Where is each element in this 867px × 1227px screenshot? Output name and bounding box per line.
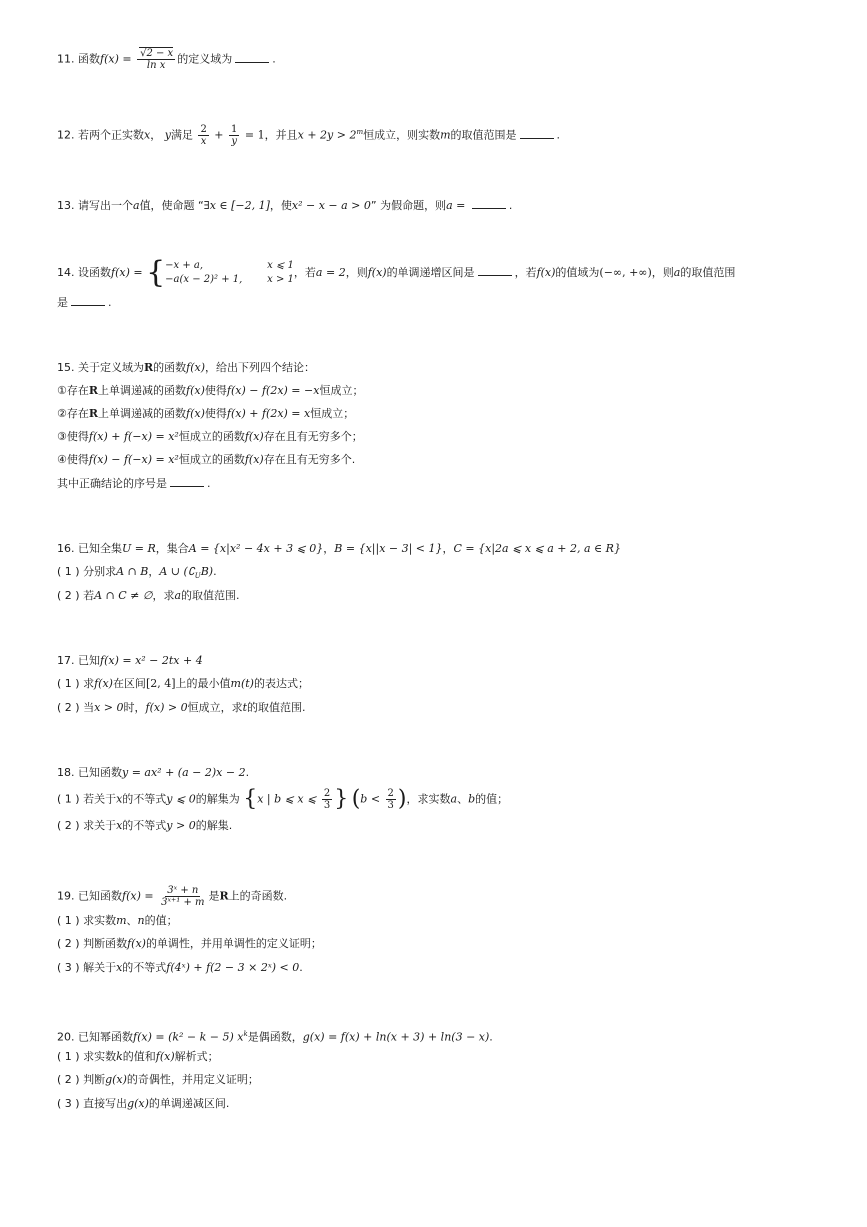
question-text: ①存在 (57, 384, 89, 397)
question-text: 的值和 (122, 1050, 156, 1063)
math-var: a (174, 589, 182, 602)
question-text: 的取值范围 (680, 266, 736, 279)
question-13 (57, 198, 512, 214)
question-text: 的取值范围是 (450, 128, 517, 142)
question-text: 的函数 (153, 361, 187, 374)
math-expr: f(x) + f(−x) = x² (88, 430, 179, 443)
piecewise-row (165, 273, 294, 287)
math-set: R (219, 889, 229, 903)
fraction (198, 124, 208, 147)
math-var: m (116, 914, 127, 927)
question-text: 的不等式 (122, 819, 167, 832)
question-18 (57, 765, 249, 781)
math-exponent: k (243, 1030, 248, 1038)
piece-cond: x ⩽ 1 (267, 260, 294, 271)
answer-blank[interactable] (520, 129, 554, 139)
question-text: ( 2 ) 若 (57, 589, 95, 602)
fraction-numerator: 2 (387, 788, 394, 799)
question-text: 的表达式； (253, 677, 309, 690)
question-14-cont (57, 295, 112, 311)
fraction (137, 48, 175, 71)
question-text: 的单调递减区间. (148, 1097, 230, 1110)
fraction (229, 124, 239, 147)
conclusion-3 (57, 429, 363, 445)
math-expr: f(x) − f(2x) = −x (226, 384, 320, 397)
question-20-part-2 (57, 1072, 259, 1088)
fraction-numerator: 2 (323, 788, 331, 799)
math-expr: f(x) (155, 1050, 175, 1063)
math-expr: g(x) = f(x) + ln(x + 3) + ln(3 − x) (302, 1030, 490, 1044)
math-expr: f(x) (367, 266, 387, 279)
math-expr: f(x) > 0 (145, 701, 188, 714)
question-text: 12. 若两个正实数 (57, 128, 144, 142)
question-text: 、 (126, 914, 138, 927)
math-expr: x + 2y > 2 (297, 128, 357, 142)
question-text: ( 1 ) 求 (57, 677, 95, 690)
math-var: a (133, 199, 140, 212)
question-text: ，并且 (264, 128, 298, 142)
piece-expr: −x + a, (165, 260, 204, 271)
question-text: 恒成立的函数 (178, 453, 245, 466)
question-text: 的解集. (195, 819, 233, 832)
math-expr: x² − x − a > 0 (291, 199, 371, 212)
question-text: 17. 已知 (57, 654, 100, 667)
question-text: ( 1 ) 求实数 (57, 1050, 117, 1063)
question-20 (57, 1026, 493, 1046)
question-text: ③使得 (57, 430, 89, 443)
question-text: 是 (208, 889, 220, 903)
left-brace: { (146, 255, 166, 290)
question-text: ， (323, 542, 335, 555)
question-text: 在区间 (112, 677, 146, 690)
math-var: t (242, 701, 247, 714)
question-text: ，则 (345, 266, 368, 279)
math-var: k (116, 1050, 123, 1063)
math-expr: ∃x ∈ [−2, 1] (203, 199, 270, 212)
question-text: 的值； (475, 792, 509, 806)
question-text: ， (150, 128, 165, 142)
question-text: ( 2 ) 当 (57, 701, 95, 714)
question-16-part-1 (57, 564, 217, 584)
answer-blank[interactable] (472, 199, 506, 209)
question-text: ( 3 ) 直接写出 (57, 1097, 128, 1110)
question-text: 上单调递减的函数 (98, 384, 187, 397)
math-expr: = 1 (241, 128, 265, 142)
question-15-answer (57, 476, 211, 492)
math-expr: (−∞, +∞) (599, 266, 652, 279)
question-text: 存在且有无穷多个. (263, 453, 356, 466)
question-20-part-3 (57, 1096, 229, 1112)
question-text: ( 1 ) 分别求 (57, 565, 117, 578)
question-text: . (213, 565, 217, 578)
math-expr: a = (446, 199, 469, 212)
math-set: R (88, 384, 99, 397)
conclusion-1 (57, 383, 363, 399)
math-expr: A ∪ (∁ (159, 565, 195, 578)
math-var: n (137, 914, 145, 927)
math-expr: b < (360, 792, 384, 806)
fraction-numerator: 3ˣ + n (167, 885, 199, 896)
math-expr: f(x) = (100, 52, 136, 66)
math-expr: f(x) = (k² − k − 5) x (133, 1030, 244, 1044)
question-18-part-2 (57, 818, 232, 834)
fraction-denominator: ln x (146, 60, 166, 71)
math-var: m (440, 128, 451, 142)
question-15 (57, 360, 315, 376)
question-text: 的定义域为 (177, 52, 233, 66)
math-expr: f(x) (536, 266, 556, 279)
question-text: ②存在 (57, 407, 89, 420)
math-expr: A ∩ B (116, 565, 149, 578)
math-expr: f(x) (94, 677, 113, 690)
question-text: ，若 (514, 266, 537, 279)
math-expr: B = {x||x − 3| < 1} (334, 542, 443, 555)
piecewise-function (165, 259, 294, 287)
math-expr: U = R (122, 542, 156, 555)
question-text: 、 (457, 792, 469, 806)
question-text: 的不等式 (122, 961, 167, 974)
question-text: 上的最小值 (175, 677, 231, 690)
math-expr: A = {x|x² − 4x + 3 ⩽ 0} (188, 542, 324, 555)
math-var: x (116, 792, 123, 806)
math-expr: f(x) + f(2x) = x (226, 407, 311, 420)
question-text: . (299, 961, 303, 974)
fraction-denominator: 3 (323, 800, 331, 811)
question-text: 上的奇函数. (228, 889, 288, 903)
question-text: 满足 (170, 128, 193, 142)
question-text: . (489, 1030, 493, 1044)
left-brace: { (243, 786, 258, 812)
math-var: x (144, 128, 151, 142)
math-expr: f(x) − f(−x) = x² (88, 453, 179, 466)
question-text: 是偶函数， (247, 1030, 303, 1044)
fraction (159, 885, 206, 908)
piece-expr: −a(x − 2)² + 1, (165, 274, 243, 285)
math-expr: f(x) (127, 937, 146, 950)
question-text: . (108, 296, 112, 309)
answer-blank[interactable] (170, 477, 204, 487)
question-text: 的值域为 (555, 266, 600, 279)
question-text: 值，使命题 “ (139, 199, 204, 212)
piece-cond: x > 1 (267, 274, 294, 285)
question-19 (57, 885, 287, 908)
math-expr: B) (200, 565, 214, 578)
math-expr: y > 0 (166, 819, 196, 832)
question-19-part-3 (57, 960, 303, 976)
question-text: ( 2 ) 判断函数 (57, 937, 128, 950)
question-text: 恒成立，求 (187, 701, 243, 714)
answer-blank[interactable] (235, 53, 269, 63)
question-text: ，则 (651, 266, 674, 279)
question-text: 的解集为 (195, 792, 240, 806)
question-text: 的值； (144, 914, 178, 927)
question-text: 13. 请写出一个 (57, 199, 133, 212)
question-text: ( 1 ) 求实数 (57, 914, 117, 927)
question-text: 19. 已知函数 (57, 889, 122, 903)
question-17-part-1 (57, 676, 309, 692)
question-text: 函数 (78, 52, 100, 66)
math-subscript: U (194, 572, 201, 581)
sqrt-expr: √2 − x (140, 48, 174, 59)
conclusion-4 (57, 452, 355, 468)
question-19-part-2 (57, 936, 322, 952)
question-text: ( 1 ) 若关于 (57, 792, 117, 806)
question-text: 其中正确结论的序号是 (57, 477, 167, 490)
question-text: 的奇偶性，并用定义证明； (126, 1073, 259, 1086)
math-op: + (210, 128, 228, 142)
question-text: 的取值范围. (181, 589, 240, 602)
math-set: R (144, 361, 154, 374)
math-expr: f(x) (186, 384, 205, 397)
fraction-numerator: 1 (231, 124, 238, 136)
right-brace: } (334, 786, 349, 812)
math-var: x (116, 819, 123, 832)
question-text: 恒成立的函数 (178, 430, 245, 443)
question-16 (57, 541, 621, 557)
question-text: 时， (123, 701, 146, 714)
question-text: ④使得 (57, 453, 89, 466)
question-text: ，给出下列四个结论： (205, 361, 316, 374)
fraction-denominator: 3 (387, 800, 394, 811)
question-text: 上单调递减的函数 (98, 407, 187, 420)
question-19-part-1 (57, 913, 178, 929)
question-text: 使得 (204, 384, 227, 397)
math-expr: f(x) (244, 453, 264, 466)
left-paren: ( (351, 786, 361, 812)
question-text: 20. 已知幂函数 (57, 1030, 133, 1044)
question-text: 存在且有无穷多个； (263, 430, 363, 443)
question-text: ( 2 ) 判断 (57, 1073, 106, 1086)
math-expr: A ∩ C ≠ ∅ (94, 589, 153, 602)
question-text: 恒成立； (310, 407, 355, 420)
math-expr: g(x) (105, 1073, 127, 1086)
question-text: 18. 已知函数 (57, 766, 122, 779)
answer-blank[interactable] (71, 296, 105, 306)
conclusion-2 (57, 406, 354, 422)
question-number: 11. (57, 52, 78, 66)
question-text: ( 2 ) 求关于 (57, 819, 117, 832)
question-text: 恒成立，则实数 (363, 128, 441, 142)
question-16-part-2 (57, 588, 240, 604)
math-expr: a = 2 (315, 266, 346, 279)
piecewise-row (165, 259, 294, 273)
math-expr: f(x) = (111, 266, 147, 279)
question-text: 的单调性，并用单调性的定义证明； (145, 937, 322, 950)
question-text: . (245, 766, 250, 779)
question-text: 的单调递增区间是 (386, 266, 475, 279)
math-expr: f(4ˣ) + f(2 − 3 × 2ˣ) < 0 (166, 961, 300, 974)
question-text: ，集合 (155, 542, 189, 555)
fraction-numerator (137, 48, 175, 60)
question-text: . (508, 199, 513, 212)
math-var: b (468, 792, 476, 806)
math-var: y (164, 128, 171, 142)
math-expr: f(x) (186, 361, 206, 374)
math-expr: g(x) (127, 1097, 149, 1110)
math-expr: y ⩽ 0 (166, 792, 196, 806)
question-text: . (207, 477, 211, 490)
fraction-denominator: x (200, 136, 207, 148)
question-text: ，使 (269, 199, 292, 212)
question-text: 使得 (204, 407, 227, 420)
math-expr: y = ax² + (a − 2)x − 2 (122, 766, 246, 779)
math-var: a (450, 792, 458, 806)
fraction-denominator: y (231, 136, 238, 148)
question-11 (57, 48, 276, 71)
question-text: 的不等式 (122, 792, 167, 806)
question-text: ， (148, 565, 160, 578)
math-expr: C = {x|2a ⩽ x ⩽ a + 2, a ∈ R} (453, 542, 621, 555)
fraction-numerator: 2 (200, 124, 207, 136)
question-text: ，求实数 (406, 792, 451, 806)
question-text: 恒成立； (319, 384, 364, 397)
question-text: . (556, 128, 561, 142)
math-expr: x | b ⩽ x ⩽ (257, 792, 320, 806)
fraction-denominator: 3ˣ⁺¹ + m (161, 897, 205, 908)
question-text: 解析式； (174, 1050, 219, 1063)
question-text: 16. 已知全集 (57, 542, 122, 555)
question-text: . (272, 52, 276, 66)
question-12 (57, 124, 560, 147)
question-14 (57, 255, 736, 290)
math-var: x (116, 961, 123, 974)
math-expr: f(x) (244, 430, 264, 443)
question-text: ，若 (293, 266, 316, 279)
math-set: R (88, 407, 99, 420)
math-expr: f(x) = (122, 889, 158, 903)
math-var: a (673, 266, 681, 279)
question-text: 是 (57, 296, 68, 309)
question-20-part-1 (57, 1049, 219, 1065)
fraction (322, 788, 332, 811)
math-expr: x > 0 (94, 701, 124, 714)
math-expr: f(x) (186, 407, 205, 420)
question-text: 15. 关于定义域为 (57, 361, 144, 374)
math-exponent: m (356, 128, 364, 136)
question-text: 的取值范围. (247, 701, 306, 714)
question-17-part-2 (57, 700, 306, 716)
question-18-part-1 (57, 788, 508, 811)
math-expr: f(x) = x² − 2tx + 4 (100, 654, 203, 667)
math-expr: m(t) (230, 677, 254, 690)
answer-blank[interactable] (478, 266, 512, 276)
question-17 (57, 653, 203, 669)
question-text: ( 3 ) 解关于 (57, 961, 117, 974)
math-expr: [2, 4] (145, 677, 176, 690)
question-text: 14. 设函数 (57, 266, 111, 279)
question-text: ” 为假命题，则 (370, 199, 447, 212)
fraction (386, 788, 396, 811)
question-text: ， (442, 542, 454, 555)
question-text: ，求 (152, 589, 175, 602)
right-paren: ) (397, 786, 407, 812)
